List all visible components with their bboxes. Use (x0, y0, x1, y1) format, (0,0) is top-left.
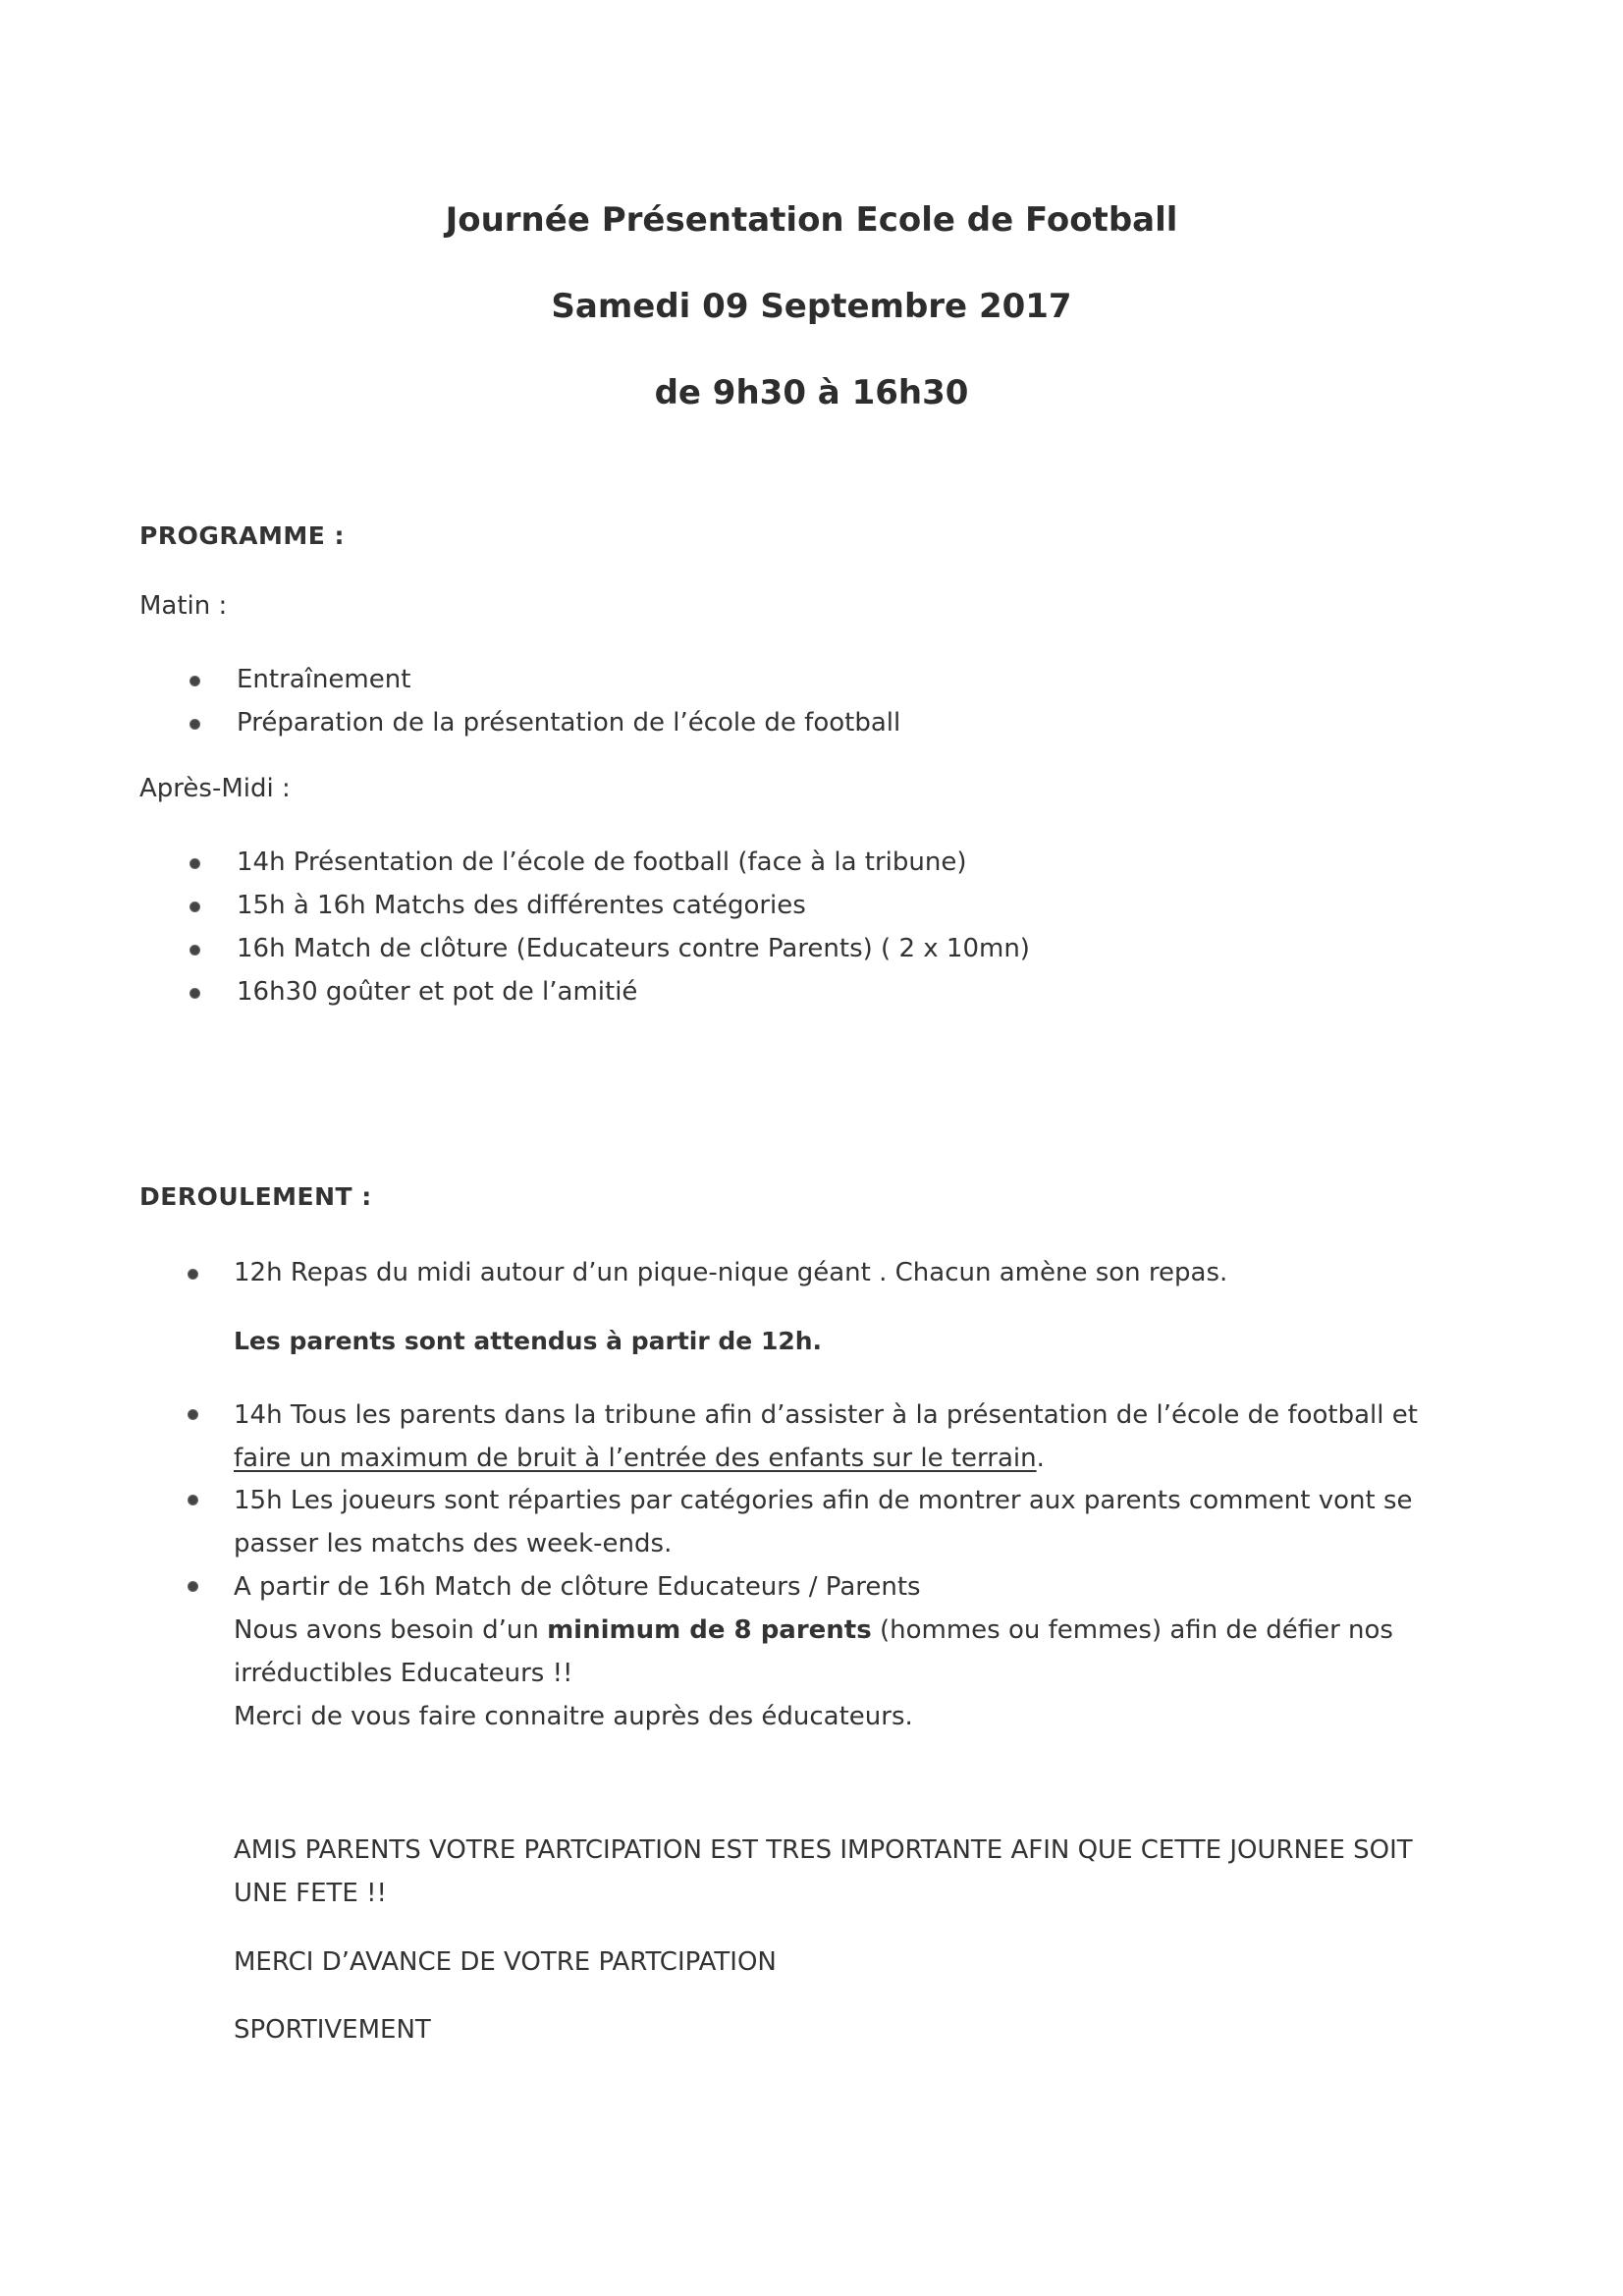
match-line-2 (234, 1609, 1393, 1652)
apres-midi-item: 14h Présentation de l’école de football (face à la tribune) (237, 847, 967, 877)
match-line-2-end: (hommes ou femmes) afin de défier nos (871, 1615, 1393, 1645)
match-line-3: irréductibles Educateurs !! (234, 1659, 573, 1688)
bullet-icon (189, 676, 200, 686)
joueurs-line-2: passer les matchs des week-ends. (234, 1529, 673, 1558)
tribune-line-2 (234, 1437, 1418, 1480)
match-line-2-start: Nous avons besoin d’un (234, 1615, 548, 1645)
apres-midi-label: Après-Midi : (139, 774, 291, 803)
apres-midi-item: 15h à 16h Matchs des différentes catégories (237, 891, 806, 920)
closing-line-2: UNE FETE !! (234, 1879, 387, 1908)
matin-label: Matin : (139, 591, 228, 621)
closing-signoff: SPORTIVEMENT (234, 2015, 431, 2045)
deroulement-item-joueurs (234, 1479, 1413, 1565)
deroulement-item-match-cloture (234, 1565, 1393, 1738)
underlined-emphasis: faire un maximum de bruit à l’entrée des enfants sur le terrain (234, 1444, 1037, 1473)
programme-heading: PROGRAMME : (139, 521, 345, 550)
tribune-line-1: 14h Tous les parents dans la tribune afin d’assister à la présentation de l’école de football et (234, 1400, 1418, 1430)
match-line-4: Merci de vous faire connaitre auprès des éducateurs. (234, 1702, 913, 1731)
bullet-icon (188, 1581, 198, 1592)
closing-line-1: AMIS PARENTS VOTRE PARTCIPATION EST TRES IMPORTANTE AFIN QUE CETTE JOURNEE SOIT (234, 1835, 1413, 1865)
bullet-icon (189, 902, 200, 912)
document-title: Journée Présentation Ecole de Football (445, 200, 1178, 240)
event-hours: de 9h30 à 16h30 (654, 373, 969, 412)
tribune-line-2-end: . (1036, 1444, 1045, 1473)
closing-appeal (234, 1829, 1413, 1915)
parents-attendus-note: Les parents sont attendus à partir de 12h. (234, 1327, 823, 1355)
apres-midi-item: 16h30 goûter et pot de l’amitié (237, 977, 638, 1007)
apres-midi-item: 16h Match de clôture (Educateurs contre Parents) ( 2 x 10mn) (237, 934, 1030, 963)
closing-thanks: MERCI D’AVANCE DE VOTRE PARTCIPATION (234, 1947, 777, 1977)
deroulement-heading: DEROULEMENT : (139, 1182, 372, 1211)
event-date: Samedi 09 Septembre 2017 (551, 287, 1072, 326)
matin-item: Entraînement (237, 665, 411, 694)
bullet-icon (188, 1269, 198, 1280)
bullet-icon (188, 1409, 198, 1420)
match-line-1: A partir de 16h Match de clôture Educateurs / Parents (234, 1572, 921, 1602)
bullet-icon (188, 1495, 198, 1505)
bullet-icon (189, 945, 200, 956)
bullet-icon (189, 719, 200, 730)
matin-item: Préparation de la présentation de l’école de football (237, 708, 901, 738)
deroulement-item-tribune (234, 1394, 1418, 1480)
bullet-icon (189, 988, 200, 999)
bullet-icon (189, 858, 200, 869)
minimum-parents-emphasis: minimum de 8 parents (547, 1615, 872, 1645)
joueurs-line-1: 15h Les joueurs sont réparties par catégories afin de montrer aux parents comment vont se (234, 1486, 1413, 1515)
deroulement-item-repas: 12h Repas du midi autour d’un pique-nique géant . Chacun amène son repas. (234, 1258, 1228, 1287)
